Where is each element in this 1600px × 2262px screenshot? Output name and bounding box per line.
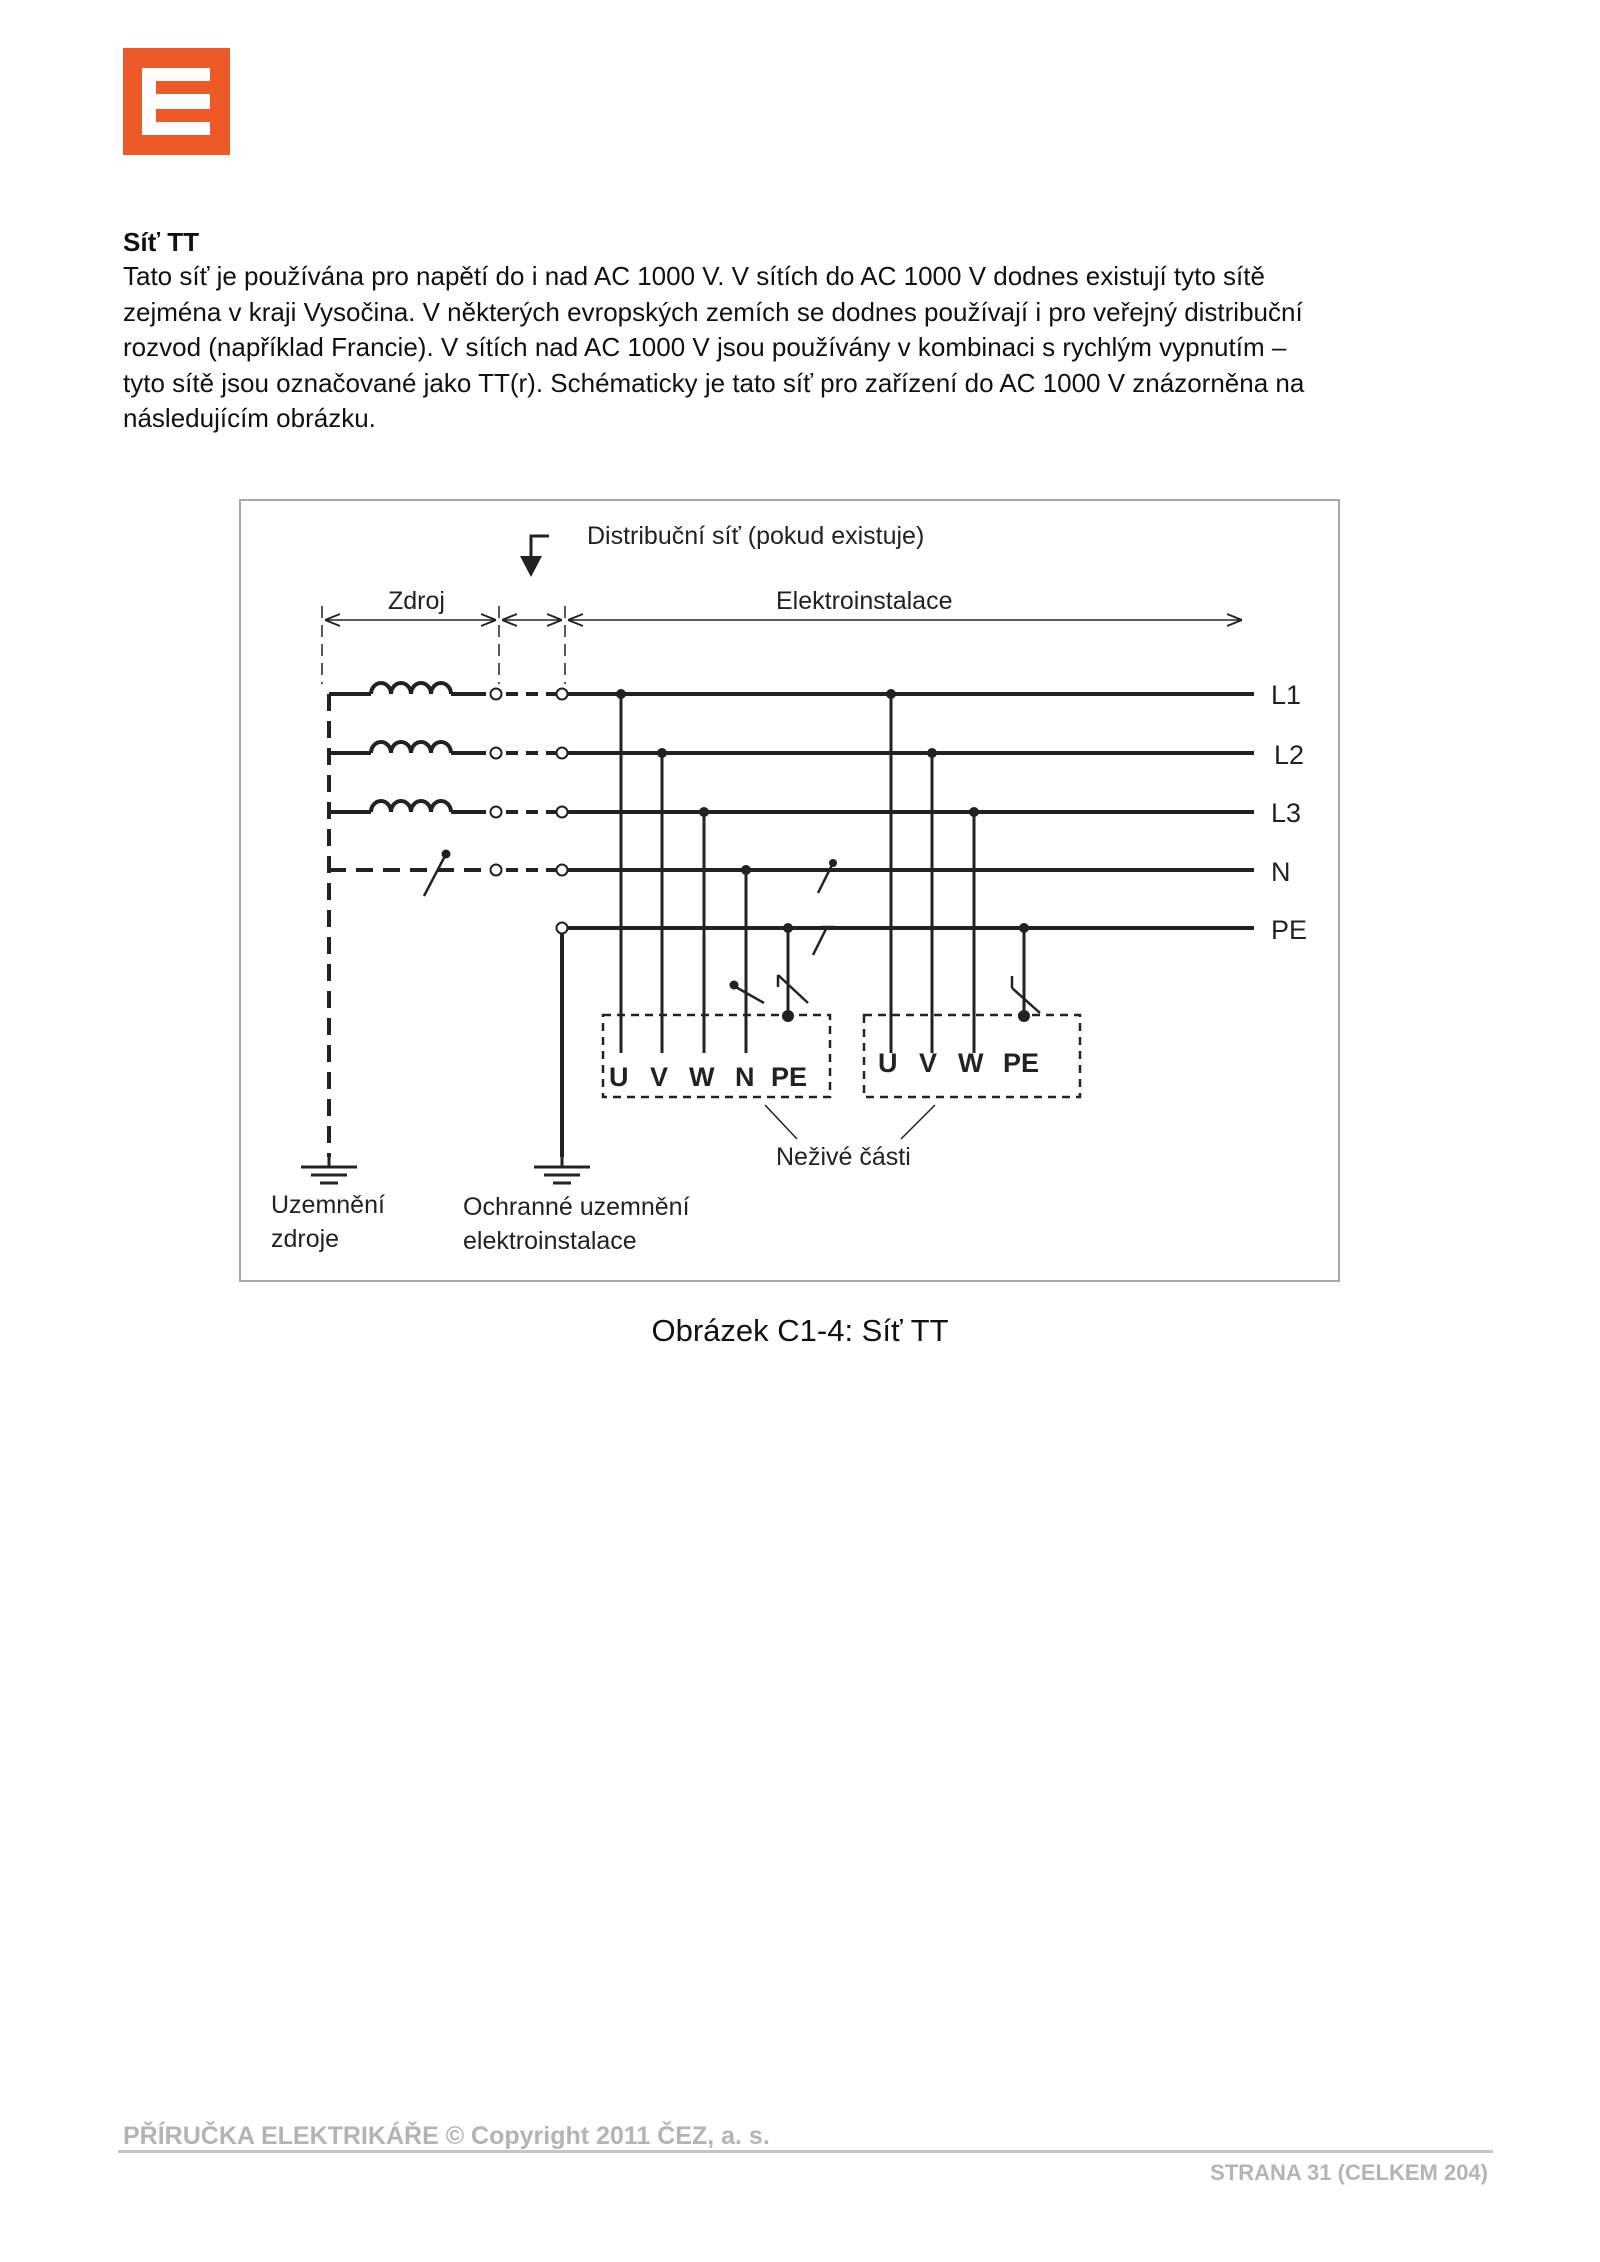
footer-copyright: PŘÍRUČKA ELEKTRIKÁŘE © Copyright 2011 ČEZ, a. s. [123, 2122, 770, 2150]
source-label: Zdroj [388, 587, 445, 615]
load-1-terminal: N [735, 1062, 755, 1092]
paragraph-line: zejména v kraji Vysočina. V některých evropských zemích se dodnes používají i pro veřejný distribuční [123, 296, 1303, 327]
load-2-terminal: V [919, 1048, 938, 1078]
body-paragraph [123, 259, 1503, 437]
source-earthing-label: zdroje [271, 1225, 340, 1253]
paragraph-line: Tato síť je používána pro napětí do i nad AC 1000 V. V sítích do AC 1000 V dodnes existují tyto sítě [123, 261, 1265, 291]
paragraph-line: tyto sítě jsou označované jako TT(r). Schématicky je tato síť pro zařízení do AC 1000 V znázorněna na [123, 367, 1305, 398]
cez-logo [123, 48, 230, 155]
transformer-coil-l2 [351, 742, 468, 753]
figure-caption: Obrázek C1-4: Síť TT [651, 1313, 949, 1348]
transformer-coil-l3 [351, 801, 468, 812]
installation-earthing-label: elektroinstalace [463, 1227, 637, 1255]
footer-page-number: STRANA 31 (CELKEM 204) [1210, 2160, 1488, 2185]
installation-label: Elektroinstalace [776, 587, 953, 615]
conductor-label-l1: L1 [1271, 680, 1302, 710]
source-earthing-label: Uzemnění [271, 1191, 385, 1219]
conductor-label-n: N [1271, 857, 1291, 887]
load-1-terminal: V [650, 1062, 669, 1092]
neutral-switch [424, 854, 446, 896]
section-heading: Síť TT [123, 227, 200, 257]
paragraph-line: rozvod (například Francie). V sítích nad AC 1000 V jsou používány v kombinaci s rychlým vypnutím – [123, 332, 1287, 362]
conductor-label-l2: L2 [1274, 740, 1305, 770]
source-earth-symbol [301, 1157, 357, 1183]
footer-divider [118, 2150, 1493, 2153]
transformer-coil-l1 [351, 683, 468, 694]
conductor-label-l3: L3 [1271, 798, 1302, 828]
distribution-arrowhead [520, 556, 542, 577]
paragraph-line: následujícím obrázku. [123, 403, 376, 433]
load-1-terminal: U [609, 1062, 629, 1092]
load-2-terminal: U [878, 1048, 898, 1078]
conductor-label-pe: PE [1271, 915, 1308, 945]
load-2-terminal: W [958, 1048, 984, 1078]
distribution-label: Distribuční síť (pokud existuje) [587, 522, 925, 550]
load-1-terminal: W [689, 1062, 715, 1092]
installation-earth-symbol [534, 1157, 590, 1183]
tt-network-diagram [239, 499, 1340, 1282]
load-1-terminal: PE [771, 1062, 808, 1092]
installation-earthing-label: Ochranné uzemnění [463, 1193, 690, 1221]
load-2-terminal: PE [1003, 1048, 1040, 1078]
exposed-parts-label: Neživé části [776, 1143, 911, 1171]
